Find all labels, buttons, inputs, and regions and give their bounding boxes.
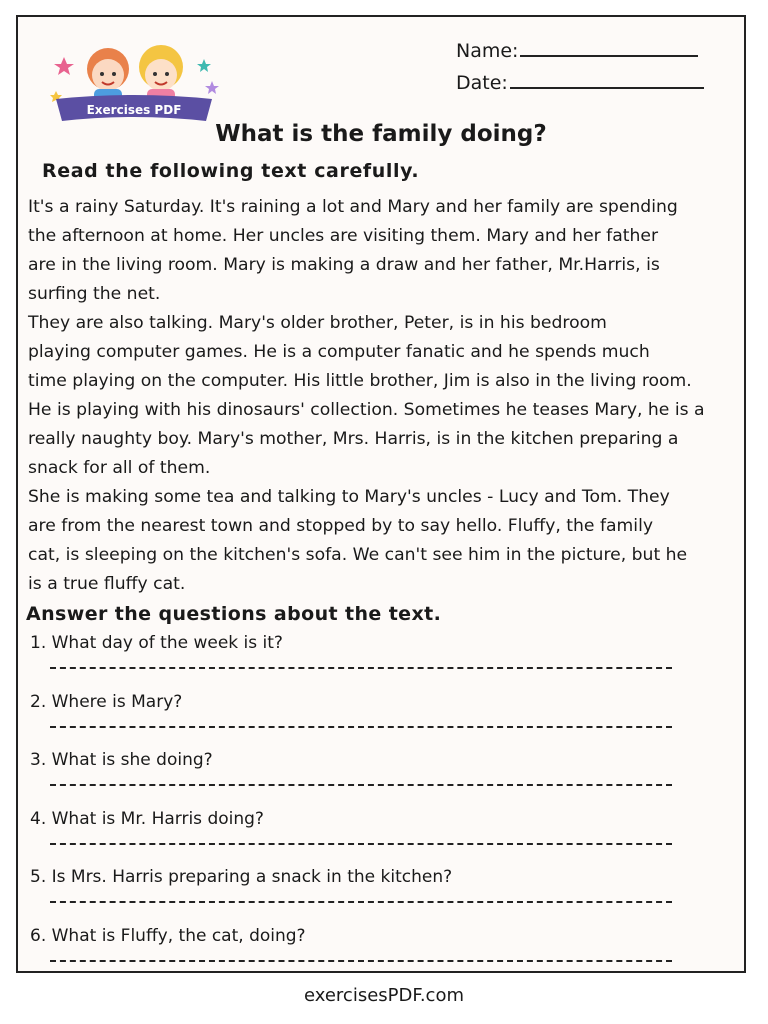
- worksheet: [16, 15, 746, 973]
- passage-line: He is playing with his dinosaurs' collection. Sometimes he teases Mary, he is a: [28, 400, 705, 420]
- answer-line[interactable]: [50, 667, 672, 669]
- answer-line[interactable]: [50, 784, 672, 786]
- date-line[interactable]: [510, 71, 704, 89]
- passage-line: playing computer games. He is a computer fanatic and he spends much: [28, 342, 650, 362]
- passage-line: cat, is sleeping on the kitchen's sofa. We can't see him in the picture, but he: [28, 545, 688, 565]
- answer-line[interactable]: [50, 843, 672, 845]
- passage-line: really naughty boy. Mary's mother, Mrs. Harris, is in the kitchen preparing a: [28, 429, 679, 449]
- worksheet-title: What is the family doing?: [215, 121, 547, 147]
- reading-passage: [28, 193, 740, 599]
- question-text: 4. What is Mr. Harris doing?: [30, 808, 264, 829]
- question-item: [30, 688, 730, 747]
- passage-line: She is making some tea and talking to Mary's uncles - Lucy and Tom. They: [28, 487, 670, 507]
- question-item: [30, 805, 730, 864]
- exercises-pdf-logo: [36, 29, 226, 127]
- name-field[interactable]: [456, 35, 704, 67]
- passage-line: It's a rainy Saturday. It's raining a lot and Mary and her family are spending: [28, 197, 678, 217]
- star-icon: [54, 57, 74, 75]
- boy-illustration: [87, 48, 129, 101]
- date-label: Date:: [456, 72, 508, 94]
- girl-illustration: [139, 45, 183, 101]
- date-field[interactable]: [456, 67, 704, 99]
- passage-line: are from the nearest town and stopped by to say hello. Fluffy, the family: [28, 516, 654, 536]
- question-text: 2. Where is Mary?: [30, 691, 183, 712]
- star-icon: [205, 81, 219, 94]
- logo-text: Exercises PDF: [86, 103, 182, 117]
- question-item: [30, 922, 730, 981]
- passage-line: the afternoon at home. Her uncles are visiting them. Mary and her father: [28, 226, 659, 246]
- name-date-fields: [456, 35, 704, 99]
- passage-line: are in the living room. Mary is making a draw and her father, Mr.Harris, is: [28, 255, 660, 275]
- passage-line: is a true fluffy cat.: [28, 574, 186, 594]
- passage-line: time playing on the computer. His little brother, Jim is also in the living room.: [28, 371, 692, 391]
- question-text: 1. What day of the week is it?: [30, 633, 283, 653]
- passage-line: snack for all of them.: [28, 458, 211, 478]
- questions-heading: Answer the questions about the text.: [26, 603, 442, 625]
- answer-line[interactable]: [50, 726, 672, 728]
- questions-list: [30, 629, 730, 981]
- question-item: [30, 629, 730, 688]
- footer-website: exercisesPDF.com: [303, 985, 464, 1006]
- passage-line: They are also talking. Mary's older brother, Peter, is in his bedroom: [28, 313, 607, 333]
- star-icon: [197, 59, 211, 72]
- question-item: [30, 746, 730, 805]
- passage-line: surfing the net.: [28, 284, 161, 304]
- answer-line[interactable]: [50, 901, 672, 903]
- question-text: 5. Is Mrs. Harris preparing a snack in the kitchen?: [30, 867, 453, 888]
- answer-line[interactable]: [50, 960, 672, 962]
- question-text: 6. What is Fluffy, the cat, doing?: [30, 925, 306, 946]
- name-label: Name:: [456, 40, 519, 62]
- name-line[interactable]: [520, 39, 698, 57]
- reading-instruction: Read the following text carefully.: [42, 160, 420, 182]
- question-text: 3. What is she doing?: [30, 750, 213, 771]
- question-item: [30, 863, 730, 922]
